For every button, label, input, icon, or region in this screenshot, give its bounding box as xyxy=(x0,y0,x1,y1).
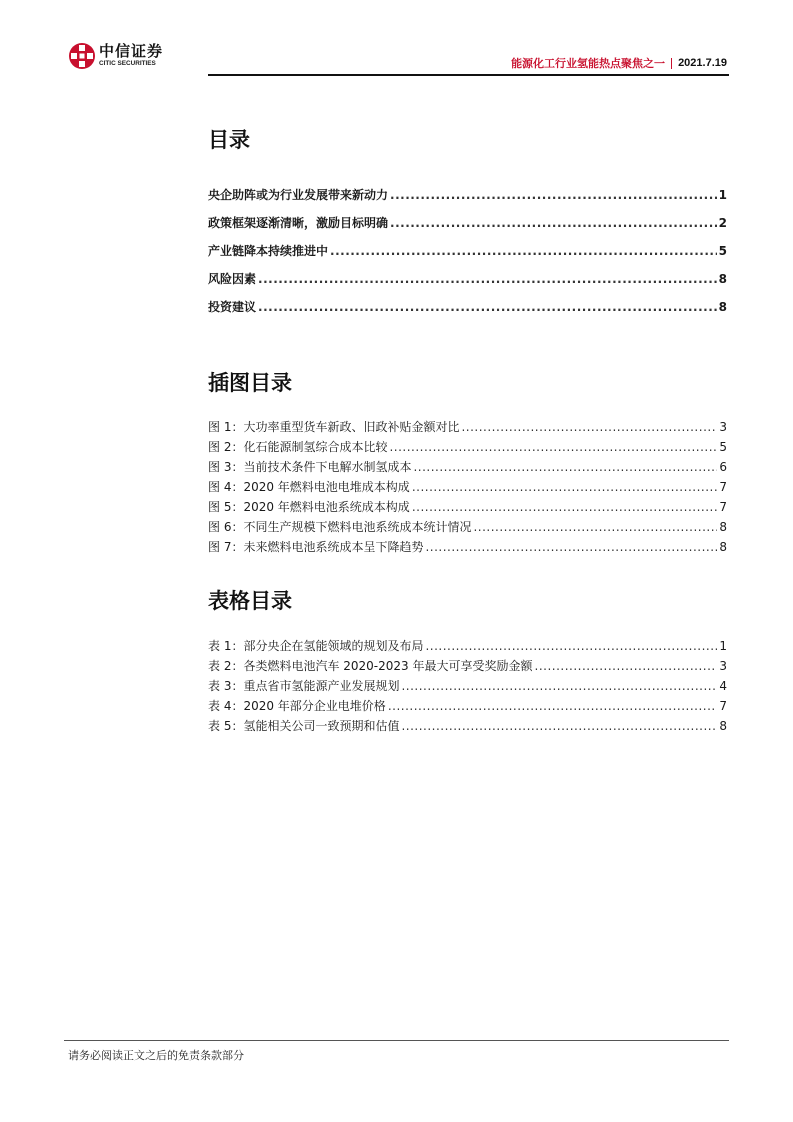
figure-entry-label: 图 5：2020 年燃料电池系统成本构成 xyxy=(208,500,410,514)
figures-heading: 插图目录 xyxy=(208,371,292,395)
table-entry-page-number: 3 xyxy=(719,659,727,673)
toc-entry-label: 政策框架逐渐清晰，激励目标明确 xyxy=(208,216,389,230)
dot-leader xyxy=(390,216,717,230)
figure-entry-page-number: 7 xyxy=(719,480,727,494)
table-entry-label: 表 5：氢能相关公司一致预期和估值 xyxy=(208,719,400,733)
toc-entry-page-number: 5 xyxy=(718,244,727,258)
dot-leader xyxy=(389,440,717,454)
figure-entry[interactable] xyxy=(208,518,727,538)
toc-entry[interactable] xyxy=(208,242,727,270)
dot-leader xyxy=(330,244,717,258)
figure-entry[interactable] xyxy=(208,458,727,478)
toc-entry-page-number: 8 xyxy=(718,300,727,314)
report-date: 2021.7.19 xyxy=(678,57,727,69)
dot-leader xyxy=(412,480,718,494)
dot-leader xyxy=(388,699,718,713)
figure-entry-label: 图 4：2020 年燃料电池电堆成本构成 xyxy=(208,480,410,494)
report-title: 能源化工行业氢能热点聚焦之一 xyxy=(511,57,666,70)
figure-entry-page-number: 8 xyxy=(719,540,727,554)
report-header xyxy=(511,55,727,71)
toc-entry[interactable] xyxy=(208,298,727,326)
dot-leader xyxy=(258,272,717,286)
figure-entry-label: 图 7：未来燃料电池系统成本呈下降趋势 xyxy=(208,540,424,554)
dot-leader xyxy=(258,300,717,314)
table-entry[interactable] xyxy=(208,677,727,697)
toc-entry-page-number: 2 xyxy=(718,216,727,230)
toc-entry-label: 产业链降本持续推进中 xyxy=(208,244,329,258)
logo-english-name: CITIC SECURITIES xyxy=(99,60,156,68)
footer-divider xyxy=(64,1040,729,1041)
toc-entry-page-number: 1 xyxy=(718,188,727,202)
toc-entry[interactable] xyxy=(208,186,727,214)
table-entry-page-number: 4 xyxy=(719,679,727,693)
table-entry-page-number: 7 xyxy=(719,699,727,713)
tables-list xyxy=(208,637,727,737)
dot-leader xyxy=(461,420,717,434)
figure-entry-label: 图 2：化石能源制氢综合成本比较 xyxy=(208,440,388,454)
figure-entry-label: 图 3：当前技术条件下电解水制氢成本 xyxy=(208,460,412,474)
table-entry-label: 表 2：各类燃料电池汽车 2020-2023 年最大可享受奖励金额 xyxy=(208,659,533,673)
dot-leader xyxy=(413,460,717,474)
header-divider xyxy=(208,74,729,76)
dot-leader xyxy=(401,679,717,693)
dot-leader xyxy=(535,659,718,673)
header-separator xyxy=(671,58,672,69)
toc-entry[interactable] xyxy=(208,214,727,242)
tables-heading: 表格目录 xyxy=(208,589,292,613)
table-entry-label: 表 4：2020 年部分企业电堆价格 xyxy=(208,699,386,713)
table-entry-page-number: 8 xyxy=(719,719,727,733)
figures-list xyxy=(208,418,727,558)
dot-leader xyxy=(425,639,717,653)
table-entry-page-number: 1 xyxy=(719,639,727,653)
dot-leader xyxy=(473,520,717,534)
logo-chinese-name: 中信证券 xyxy=(99,42,164,61)
toc-entry-label: 央企助阵或为行业发展带来新动力 xyxy=(208,188,389,202)
toc-entry[interactable] xyxy=(208,270,727,298)
figure-entry[interactable] xyxy=(208,418,727,438)
company-logo xyxy=(68,42,163,70)
footer-disclaimer: 请务必阅读正文之后的免责条款部分 xyxy=(68,1049,244,1062)
dot-leader xyxy=(412,500,718,514)
figure-entry-page-number: 6 xyxy=(719,460,727,474)
table-entry[interactable] xyxy=(208,637,727,657)
table-entry-label: 表 3：重点省市氢能源产业发展规划 xyxy=(208,679,400,693)
toc-entry-label: 投资建议 xyxy=(208,300,257,314)
dot-leader xyxy=(401,719,717,733)
figure-entry-label: 图 6：不同生产规模下燃料电池系统成本统计情况 xyxy=(208,520,472,534)
citic-logo-icon xyxy=(68,42,96,70)
table-entry[interactable] xyxy=(208,717,727,737)
contents-heading: 目录 xyxy=(208,128,250,152)
dot-leader xyxy=(425,540,717,554)
table-entry-label: 表 1：部分央企在氢能领域的规划及布局 xyxy=(208,639,424,653)
figure-entry-page-number: 3 xyxy=(719,420,727,434)
figure-entry[interactable] xyxy=(208,498,727,518)
toc-entry-label: 风险因素 xyxy=(208,272,257,286)
figure-entry[interactable] xyxy=(208,538,727,558)
figure-entry-page-number: 5 xyxy=(719,440,727,454)
dot-leader xyxy=(390,188,717,202)
table-entry[interactable] xyxy=(208,697,727,717)
table-entry[interactable] xyxy=(208,657,727,677)
figure-entry-page-number: 8 xyxy=(719,520,727,534)
figure-entry[interactable] xyxy=(208,478,727,498)
figure-entry[interactable] xyxy=(208,438,727,458)
figure-entry-page-number: 7 xyxy=(719,500,727,514)
figure-entry-label: 图 1：大功率重型货车新政、旧政补贴金额对比 xyxy=(208,420,460,434)
toc-entry-page-number: 8 xyxy=(718,272,727,286)
contents-list xyxy=(208,186,727,326)
